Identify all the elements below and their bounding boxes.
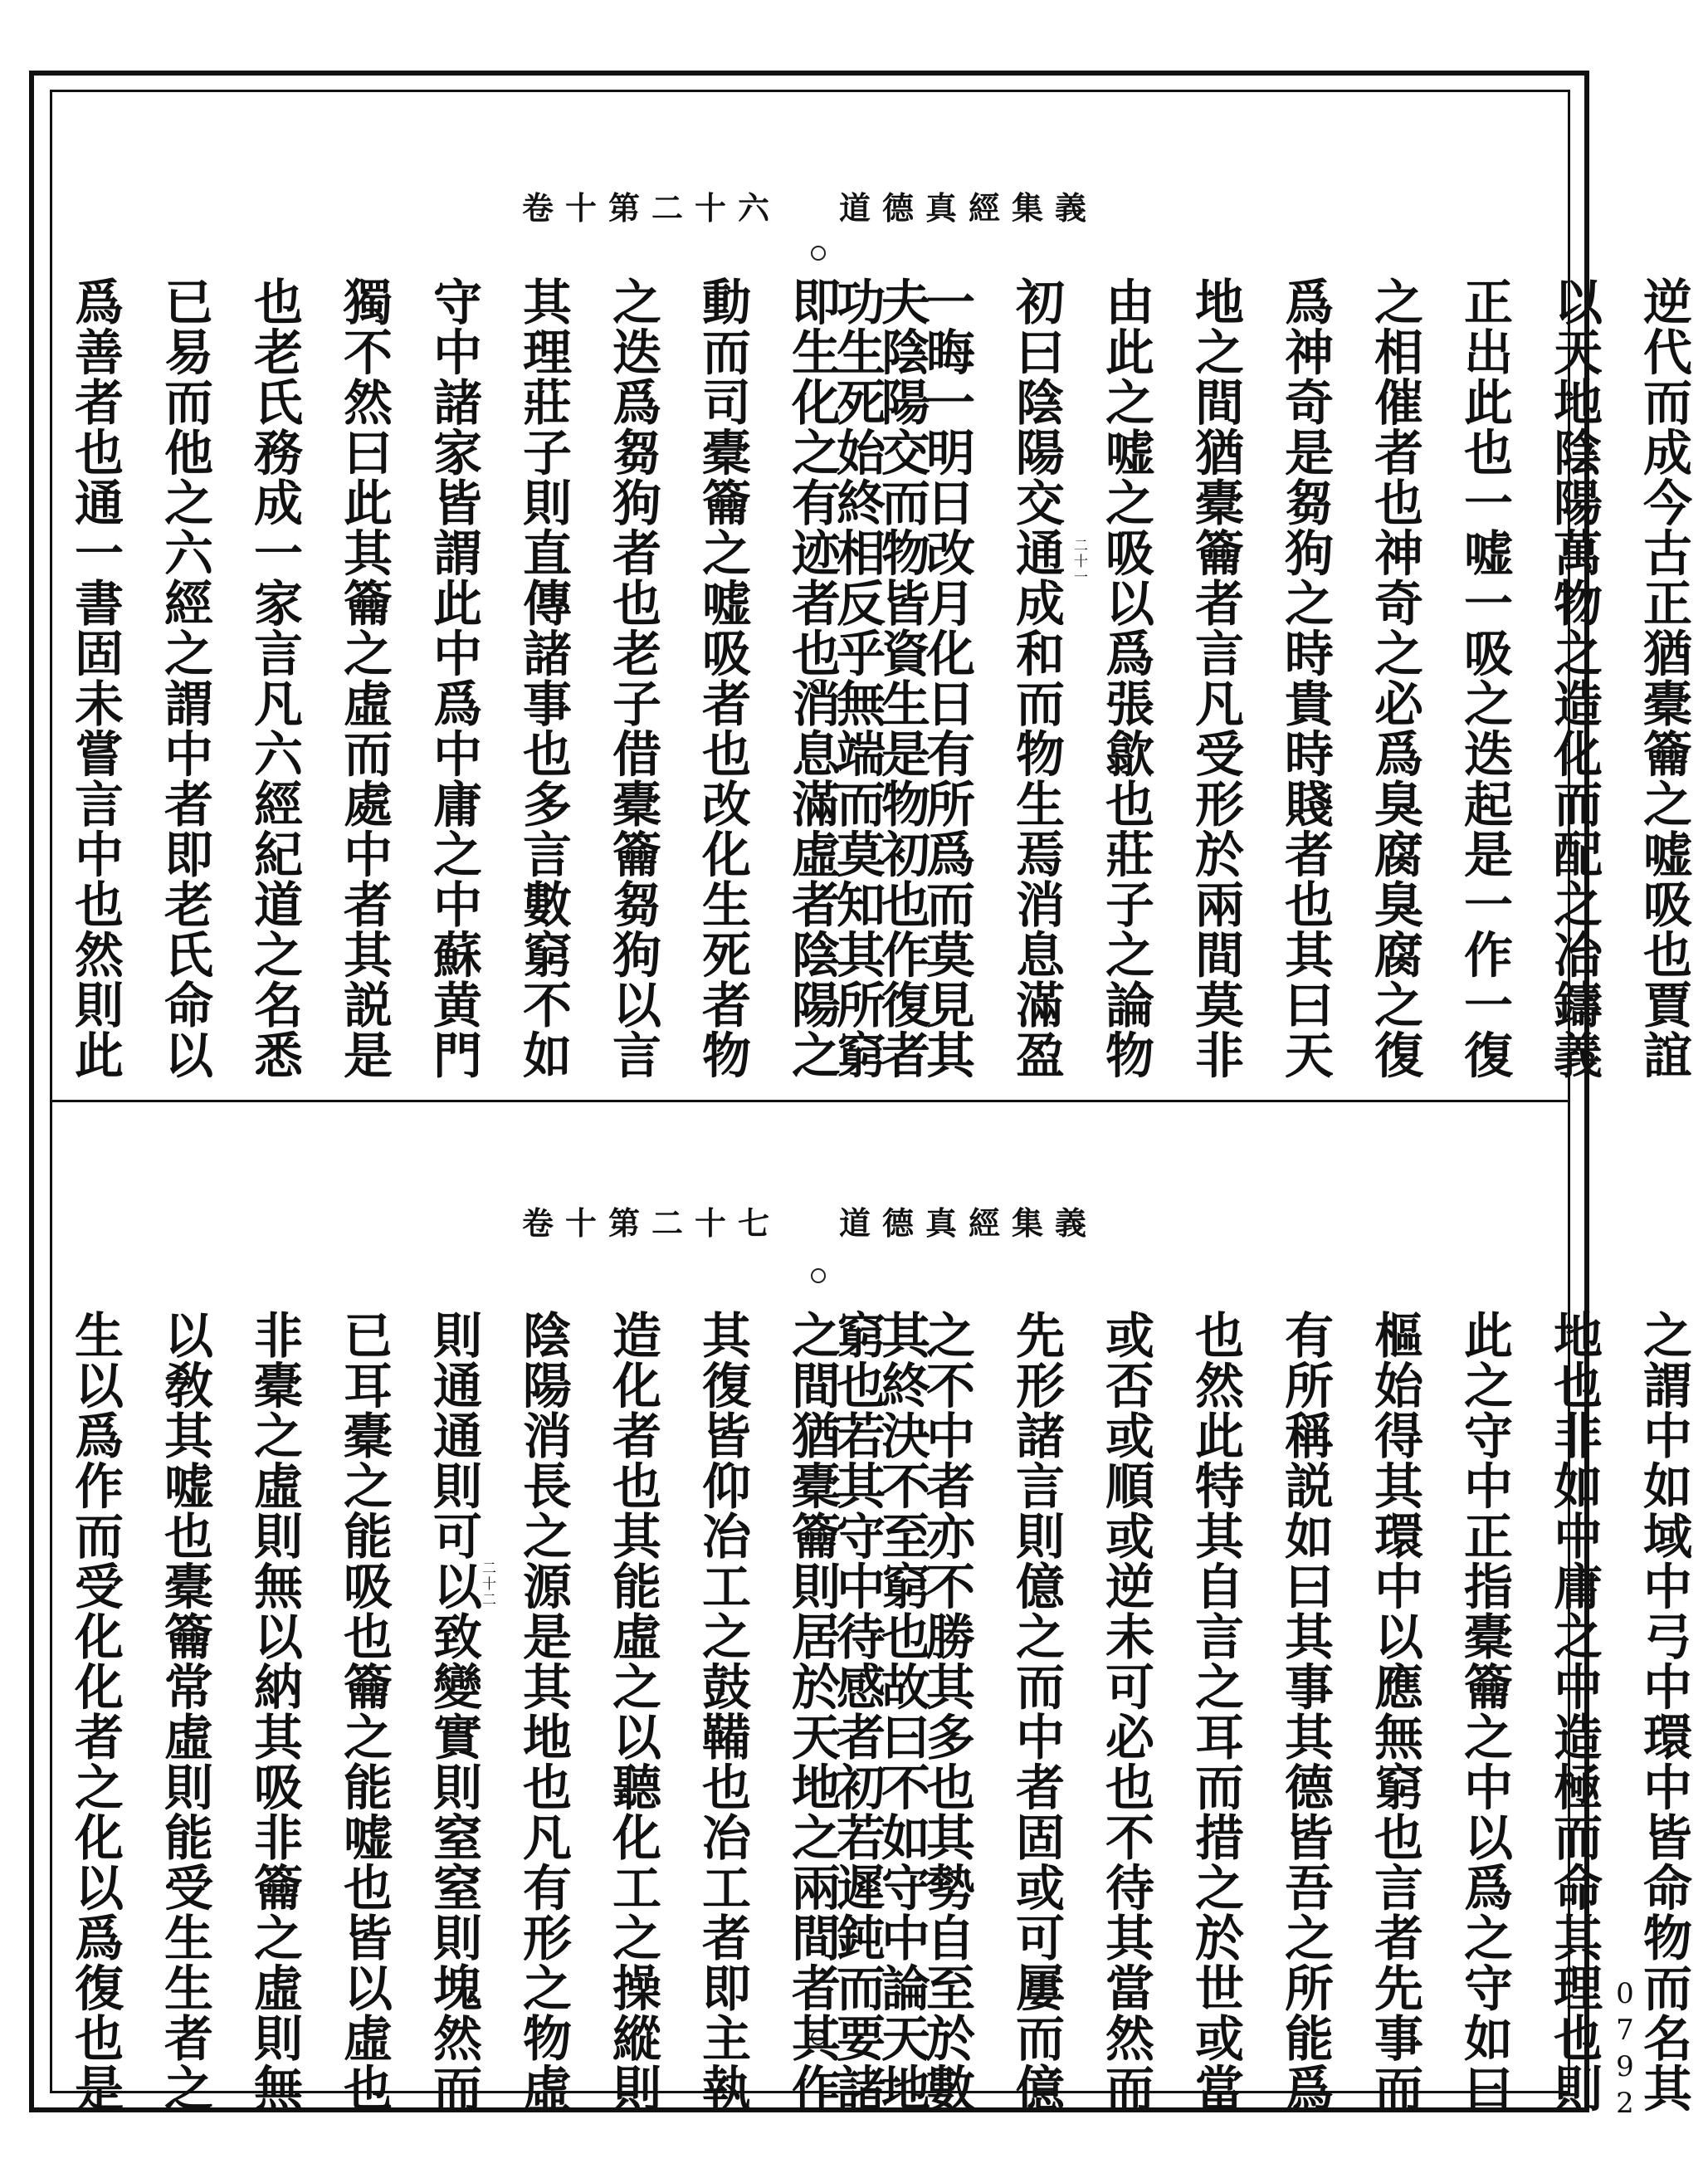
text-block-left	[50, 276, 946, 1080]
text-column: 已易而他之六經之謂中者即老氏命以	[156, 276, 213, 1080]
text-column: 也老氏務成一家言凡六經紀道之名悉	[246, 276, 303, 1080]
text-column: 夫陰陽交而物皆資生是物初也作復者	[873, 276, 930, 1080]
text-block-left	[50, 1310, 946, 2113]
text-column: 地之間猶橐籥者言凡受形於兩間莫非	[1187, 276, 1244, 1080]
text-column: 正出此也一嘘一吸之迭起是一作一復	[1456, 276, 1513, 1080]
text-column: 爲神奇是芻狗之時貴時賤者也其曰天	[1276, 276, 1334, 1080]
text-column: 之相催者也神奇之必爲臭腐臭腐之復	[1366, 276, 1423, 1080]
text-column: 以天地陰陽萬物之造化而配之冶鑄義	[1545, 276, 1603, 1080]
text-column: 陰陽消長之源是其地也凡有形之物虛	[515, 1310, 572, 2113]
text-column: 生以爲作而受化化者之化以爲復也是	[66, 1310, 124, 2113]
volume-folio: 卷十第二十六	[521, 189, 781, 227]
circle-mark	[811, 246, 826, 261]
text-column: 窮也若其守中待感者初若遲鈍而要諸	[828, 1310, 886, 2113]
text-column: 之不中者亦不勝其多也其勢自至於數	[918, 1310, 975, 2113]
text-column: 此之守中正指橐籥之中以爲之守如曰	[1456, 1310, 1513, 2113]
text-column: 非橐之虛則無以納其吸非籥之虛則無	[246, 1310, 303, 2113]
text-column: 也然此特其自言之耳而措之於世或當	[1187, 1310, 1244, 2113]
text-block-right	[812, 1310, 1708, 2113]
text-column: 初曰陰陽交通成和而物生焉消息滿盈	[1008, 276, 1065, 1080]
text-column: 一晦一明日改月化日有所爲而莫見其	[918, 276, 975, 1080]
text-column: 動而司橐籥之嘘吸者也改化生死者物	[694, 276, 751, 1080]
text-column: 爲善者也通一書固未嘗言中也然則此	[66, 276, 124, 1080]
text-column: 即生化之有迹者也消息滿虛者陰陽之	[783, 276, 841, 1080]
text-column: 造化者也其能虛之以聽化工之操縱則	[604, 1310, 661, 2113]
text-column: 則通通則可以致變實則窒窒則塊然而	[425, 1310, 482, 2113]
text-column: 有所稱説如曰其事其德皆吾之所能爲	[1276, 1310, 1334, 2113]
text-column: 或否或順或逆未可必也不待其當然而	[1097, 1310, 1154, 2113]
text-column: 獨不然曰此其籥之虛而處中者其説是	[335, 276, 393, 1080]
text-column: 之謂中如域中弓中環中皆命物而名其	[1635, 1310, 1692, 2113]
book-title: 道德真經集義	[839, 1204, 1099, 1242]
page-number: 0792	[1608, 1977, 1642, 2123]
text-column: 已耳橐之能吸也籥之能嘘也皆以虛也	[335, 1310, 393, 2113]
folio-mark: 二十一	[1071, 538, 1087, 585]
text-column: 樞始得其環中以應無窮也言者先事而	[1366, 1310, 1423, 2113]
text-column: 之間猶橐籥則居於天地之兩間者其作	[783, 1310, 841, 2113]
running-head	[50, 183, 1570, 228]
text-column: 地也非如中庸之中造極而命其理也則	[1545, 1310, 1603, 2113]
folio-mark: 二十二	[479, 1560, 495, 1608]
running-head	[50, 1198, 1570, 1243]
text-block-right	[812, 276, 1708, 1080]
volume-folio: 卷十第二十七	[521, 1204, 781, 1242]
text-column: 其終決不至窮也故曰不如守中論天地	[873, 1310, 930, 2113]
text-column: 守中諸家皆謂此中爲中庸之中蘇黄門	[425, 276, 482, 1080]
top-page	[50, 90, 1692, 1100]
text-column: 功生死始終相反乎無端而莫知其所窮	[828, 276, 886, 1080]
text-column: 先形諸言則億之而中者固或可屢而億	[1008, 1310, 1065, 2113]
text-column: 其理莊子則直傳諸事也多言數窮不如	[515, 276, 572, 1080]
book-title: 道德真經集義	[839, 189, 1099, 227]
circle-mark	[811, 1268, 826, 1283]
text-column: 逆代而成今古正猶橐籥之嘘吸也賈誼	[1635, 276, 1692, 1080]
text-column: 由此之嘘之吸以爲張歙也莊子之論物	[1097, 276, 1154, 1080]
text-column: 其復皆仰冶工之鼓鞴也冶工者即主執	[694, 1310, 751, 2113]
text-column: 以敎其嘘也橐籥常虛則能受生生者之	[156, 1310, 213, 2113]
text-column: 之迭爲芻狗者也老子借橐籥芻狗以言	[604, 276, 661, 1080]
